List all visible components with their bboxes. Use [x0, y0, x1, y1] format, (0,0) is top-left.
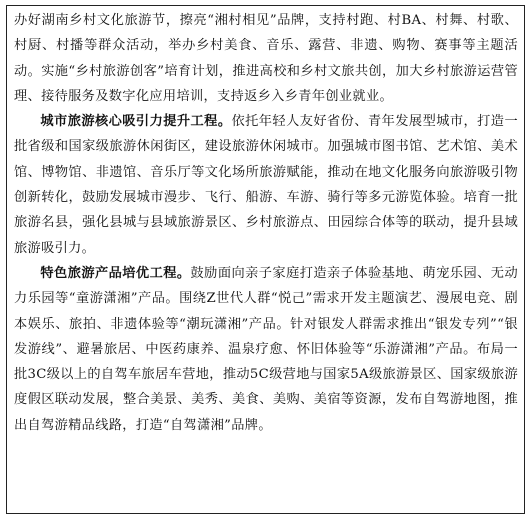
section-heading: 城市旅游核心吸引力提升工程。 — [40, 114, 232, 130]
section-heading: 特色旅游产品培优工程。 — [40, 265, 191, 281]
paragraph-text: 依托年轻人友好省份、青年发展型城市，打造一批省级和国家级旅游休闲街区，建设旅游休闲城市。加强城市图书馆、艺术馆、美术馆、博物馆、非遗馆、音乐厅等文化场所旅游赋能，推动在地文化服务向旅游吸引物创新转化，鼓励发展城市漫步、飞行、船游、车游、骑行等多元游览体验。培育一批旅游名县，强化县城与县域旅游景区、乡村旅游点、田园综合体等的联动，提升县域旅游吸引力。 — [14, 114, 518, 256]
paragraph-city-tourism — [14, 109, 518, 261]
paragraph-special-products — [14, 261, 518, 438]
paragraph-text: 办好湖南乡村文化旅游节，擦亮“湘村相见”品牌，支持村跑、村BA、村舞、村歌、村厨、村播等群众活动，举办乡村美食、音乐、露营、非遗、购物、赛事等主题活动。实施“乡村旅游创客”培育计划，推进高校和乡村文旅共创，加大乡村旅游运营管理、接待服务及数字化应用培训，支持返乡入乡青年创业就业。 — [14, 13, 518, 104]
document-page — [6, 5, 525, 514]
paragraph-text: 鼓励面向亲子家庭打造亲子体验基地、萌宠乐园、无动力乐园等“童游潇湘”产品。围绕Z世代人群“悦己”需求开发主题演艺、漫展电竞、剧本娱乐、旅拍、非遗体验等“潮玩潇湘”产品。针对银发人群需求推出“银发专列”“银发游线”、避暑旅居、中医药康养、温泉疗愈、怀旧体验等“乐游潇湘”产品。布局一批3C级以上的自驾车旅居车营地，推动5C级营地与国家5A级旅游景区、国家级旅游度假区联动发展，整合美景、美秀、美食、美购、美宿等资源，发布自驾游地图，推出自驾游精品线路，打造“自驾潇湘”品牌。 — [14, 265, 518, 433]
paragraph-rural-tourism — [14, 8, 518, 109]
